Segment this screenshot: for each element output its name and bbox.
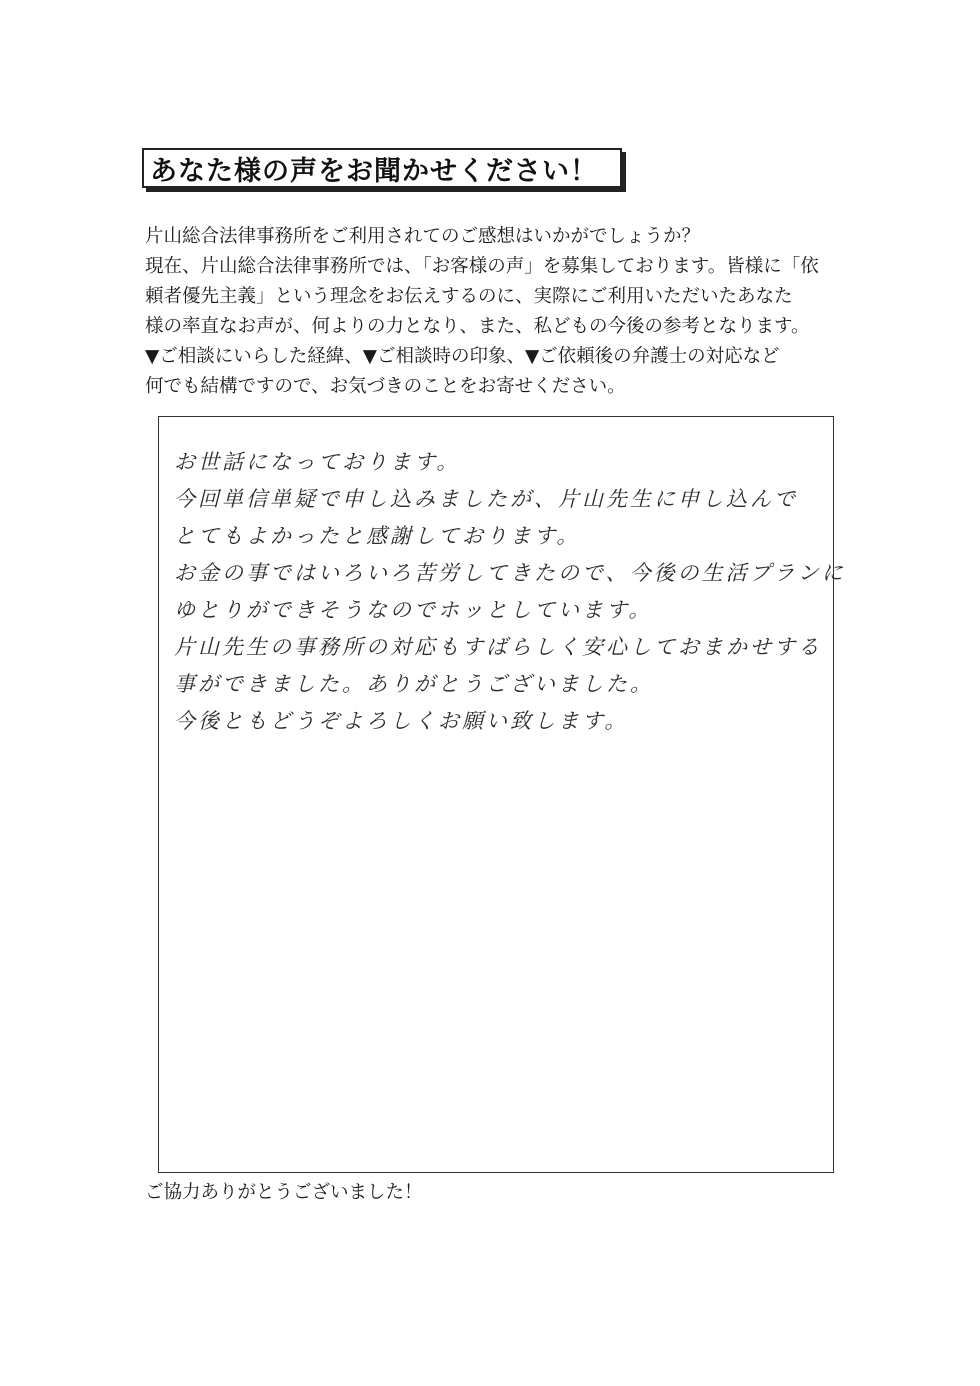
intro-line: 様の率直なお声が、何よりの力となり、また、私どもの今後の参考となります。	[145, 316, 810, 337]
letter-line: お世話になっております。	[174, 450, 461, 474]
letter-line: お金の事ではいろいろ苦労してきたので、今後の生活プランに	[174, 561, 846, 585]
handwritten-letter	[174, 444, 846, 740]
letter-line: 事ができました。ありがとうございました。	[174, 672, 654, 696]
intro-line: 頼者優先主義」という理念をお伝えするのに、実際にご利用いただいたあなた	[145, 286, 793, 307]
footer-thanks: ご協力ありがとうございました！	[145, 1182, 423, 1203]
letter-line: 今後ともどうぞよろしくお願い致します。	[174, 709, 629, 733]
form-title-box	[142, 148, 622, 188]
letter-line: ゆとりができそうなのでホッとしています。	[174, 598, 653, 622]
intro-line: ▼ご相談にいらした経緯、▼ご相談時の印象、▼ご依頼後の弁護士の対応など	[145, 346, 780, 367]
intro-line: 何でも結構ですので、お気づきのことをお寄せください。	[145, 376, 626, 397]
intro-line: 現在、片山総合法律事務所では、「お客様の声」を募集しております。皆様に「依	[145, 256, 819, 277]
letter-line: 今回単信単疑で申し込みましたが、片山先生に申し込んで	[174, 487, 798, 511]
form-title: あなた様の声をお聞かせください！	[150, 155, 598, 187]
letter-line: 片山先生の事務所の対応もすばらしく安心しておまかせする	[174, 635, 822, 659]
intro-line: 片山総合法律事務所をご利用されてのご感想はいかがでしょうか？	[145, 226, 701, 247]
intro-paragraph	[145, 222, 865, 402]
letter-line: とてもよかったと感謝しております。	[174, 524, 581, 548]
